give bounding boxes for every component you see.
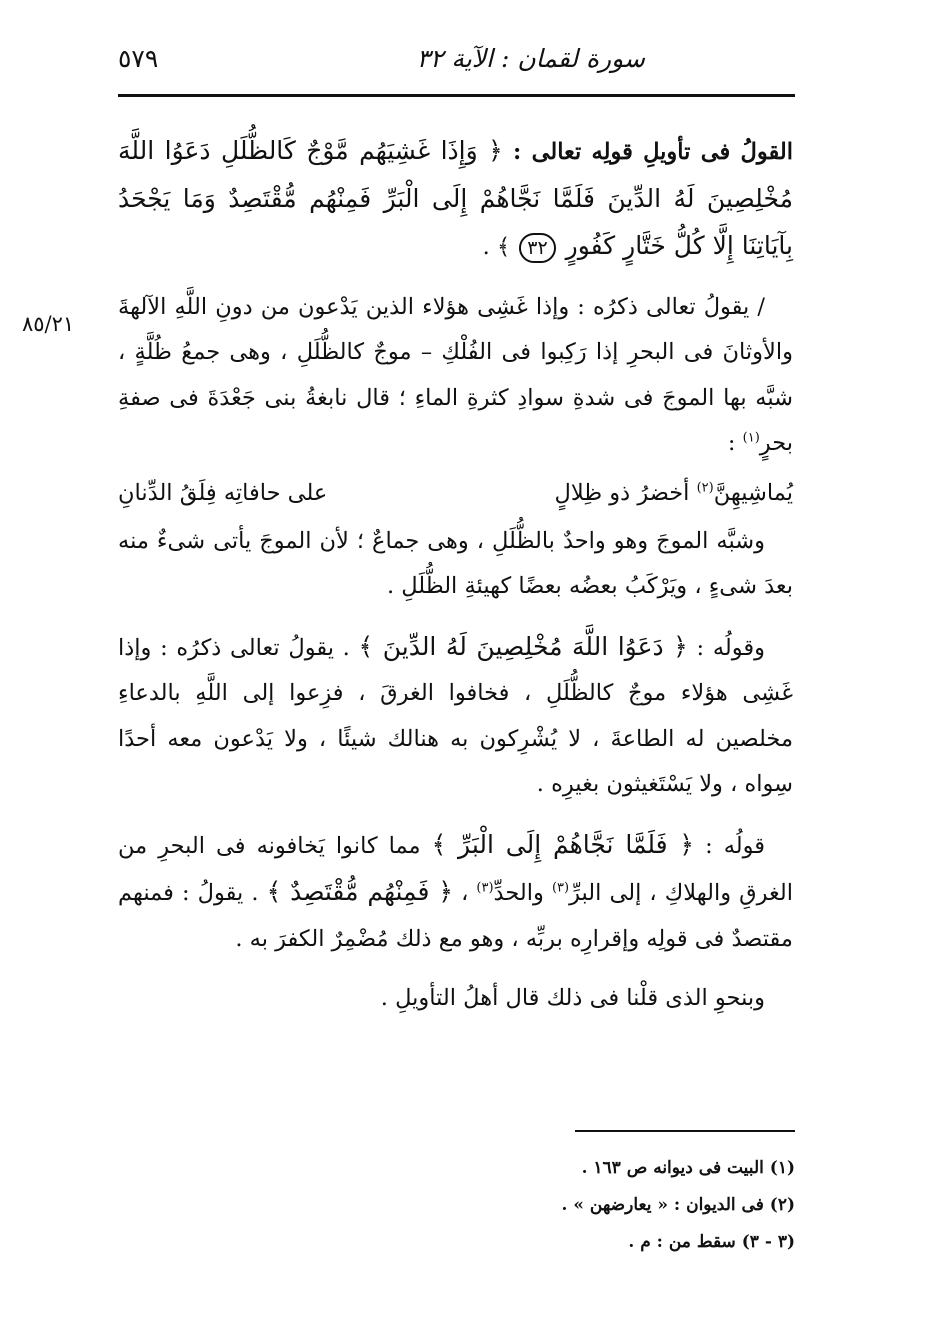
poem-rest: أخضرُ ذو ظِلالٍ: [554, 479, 697, 506]
footnote-marker: (٢): [696, 480, 714, 495]
footnote-marker: (٣): [551, 880, 570, 896]
commentary-text: وقولُه :: [687, 634, 765, 661]
quran-quote: ﴿ دَعَوُا اللَّهَ مُخْلِصِينَ لَهُ الدِّينَ ﴾: [358, 631, 688, 661]
commentary-text: . يقولُ تعالى ذكرُه : وإذا غَشِى هؤلاء موجٌ كالظُّلَلِ ، فخافوا الغرقَ ، فزِعوا إلى اللَّهِ بالدعاءِ مخلصين له الطاعةَ ، لا يُشْرِكون به هنالك شيئًا ، ولا يَدْعون معه أحدًا سِواه ، ولا يَسْتَغيثون بغيرِه .: [118, 634, 793, 797]
commentary-text: والحدِّ: [493, 880, 552, 906]
commentary-text: وشبَّه الموجَ وهو واحدٌ بالظُّلَلِ ، وهى جماعٌ ؛ لأن الموجَ يأتى شىءٌ منه بعدَ شىءٍ ، ويَرْكَبُ بعضُه بعضًا كهيئةِ الظُّلَلِ .: [118, 527, 793, 599]
footnote: (١) البيت فى ديوانه ص ١٦٣ .: [581, 1158, 795, 1178]
commentary-text: . يقولُ : فمنهم مقتصدٌ فى قولِه وإقرارِه بربِّه ، وهو مع ذلك مُضْمِرٌ الكفرَ به .: [118, 880, 793, 952]
verse-close: ﴾ .: [482, 234, 518, 260]
footnote-rule: [575, 1130, 795, 1132]
footnote: (٢) فى الديوان : « يعارضهن » .: [561, 1195, 795, 1215]
margin-reference: ٨٥/٢١: [22, 312, 75, 336]
commentary-paragraph: [118, 976, 793, 1022]
quran-quote: ﴿ فَمِنْهُم مُّقْتَصِدٌ ﴾: [266, 877, 453, 906]
section-lead: القولُ فى تأويلِ قولِه تعالى :: [502, 139, 793, 165]
poem-second-hemistich: على حافاتِه فِلَقُ الدِّنانِ: [118, 479, 328, 506]
header-rule: [118, 94, 795, 97]
verse-paragraph: [118, 128, 793, 271]
footnote-marker: (٣): [476, 880, 494, 896]
commentary-text: ،: [452, 880, 477, 906]
commentary-tail: :: [727, 430, 743, 456]
quran-quote: ﴿ فَلَمَّا نَجَّاهُمْ إِلَى الْبَرِّ ﴾: [431, 829, 695, 859]
verse-number-medallion: ٣٢: [519, 233, 555, 263]
commentary-text: وبنحوِ الذى قلْنا فى ذلك قال أهلُ التأويلِ .: [380, 985, 765, 1011]
footnote-marker: (١): [742, 430, 760, 446]
poem-first-hemistich: [554, 467, 793, 519]
poem-word: يُماشِيهِنَّ: [713, 479, 793, 506]
commentary-paragraph: [118, 519, 793, 610]
quran-verse: ﴿ وَإِذَا غَشِيَهُم مَّوْجٌ كَالظُّلَلِ دَعَوُا اللَّهَ مُخْلِصِينَ لَهُ الدِّينَ فَلَمَّا نَجَّاهُمْ إِلَى الْبَرِّ فَمِنْهُم مُّقْتَصِدٌ وَمَا يَجْحَدُ بِآيَاتِنَا إِلَّا كُلُّ خَتَّارٍ كَفُورٍ: [118, 136, 793, 260]
poetry-verse: [118, 467, 793, 519]
commentary-text: / يقولُ تعالى ذكرُه : وإذا غَشِى هؤلاء الذين يَدْعون من دونِ اللَّهِ الآلهةَ والأوثانَ فى البحرِ إذا رَكِبوا فى الفُلْكِ – موجٌ كالظُّلَلِ ، وهى جمعُ ظُلَّةٍ ، شبَّه بها الموجَ فى شدةِ سوادِ كثرةِ الماءِ ؛ قال نابغةُ بنى جَعْدَةَ فى صفةِ بحرٍ: [118, 293, 793, 456]
commentary-paragraph: [118, 624, 793, 808]
commentary-text: مما كانوا يَخافونه فى البحرِ من الغرقِ والهلاكِ ، إلى البرِّ: [118, 832, 793, 906]
commentary-text: قولُه :: [694, 832, 766, 859]
footnotes: [200, 1150, 795, 1261]
surah-title: سورة لقمان : الآية ٣٢: [416, 44, 645, 73]
running-header: [118, 40, 795, 96]
main-text: [118, 128, 793, 1022]
footnote: (٣ - ٣) سقط من : م .: [628, 1232, 795, 1252]
commentary-paragraph: [118, 822, 793, 963]
page-number: ٥٧٩: [118, 44, 159, 73]
commentary-paragraph: [118, 285, 793, 467]
